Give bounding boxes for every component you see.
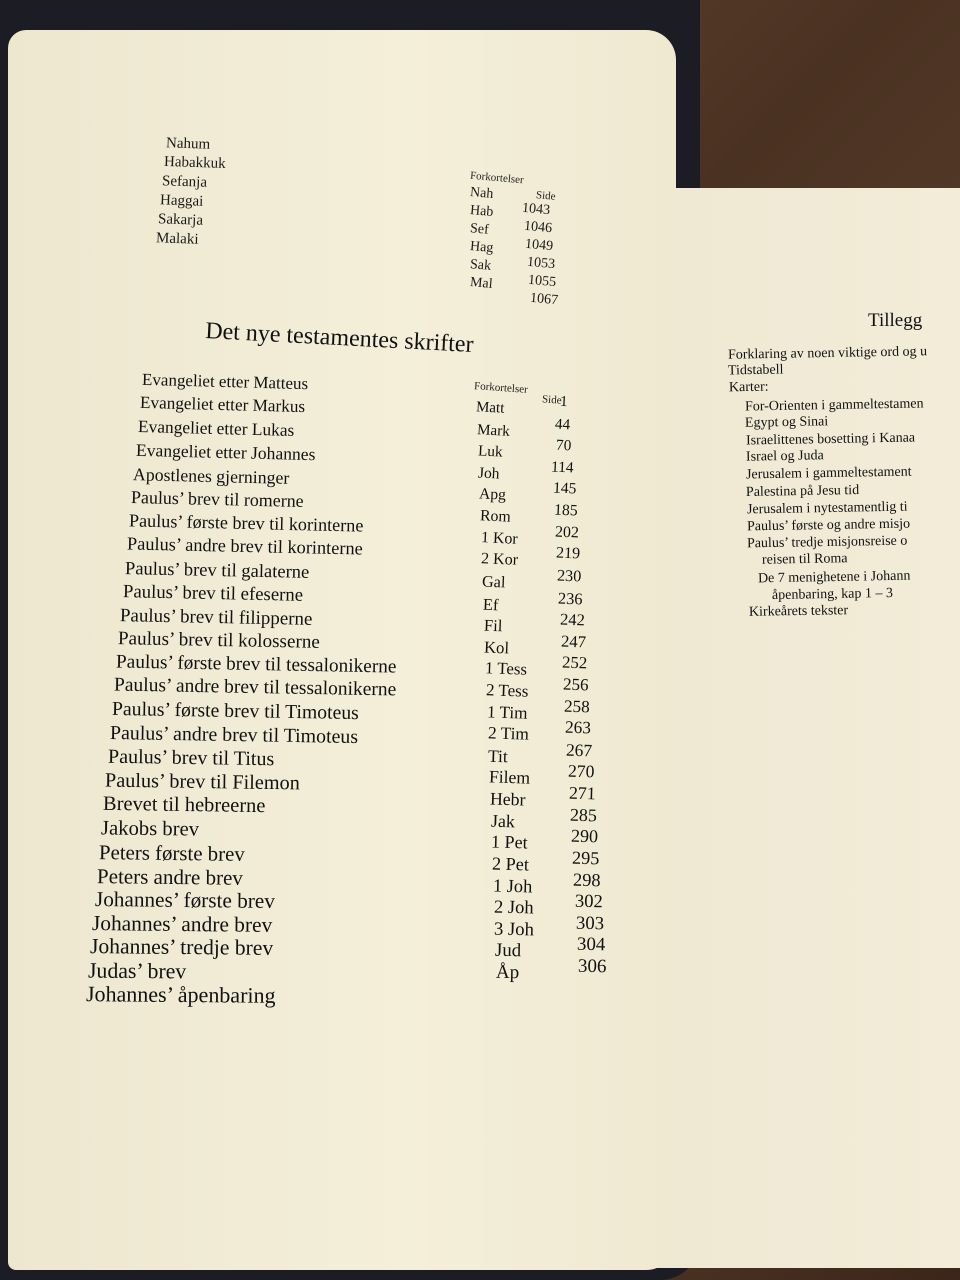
nt-book-page: 263	[565, 717, 592, 738]
ot-book-name: Malaki	[155, 230, 199, 248]
nt-book-page: 230	[556, 566, 582, 586]
ot-book-abbr: Nah	[469, 185, 494, 202]
nt-book-abbr: 3 Joh	[494, 918, 535, 941]
appendix-item: Egypt og Sinai	[745, 414, 829, 431]
nt-page-header: Side	[541, 393, 562, 407]
nt-book-name: Johannes’ første brev	[94, 887, 275, 914]
nt-book-page: 295	[571, 847, 600, 869]
nt-book-page: 114	[551, 458, 575, 477]
ot-book-page: 1049	[524, 236, 554, 255]
nt-book-name: Paulus’ brev til galaterne	[124, 557, 310, 583]
nt-book-page: 285	[569, 804, 598, 826]
appendix-item: Tidstabell	[728, 362, 784, 379]
nt-book-page: 306	[577, 955, 607, 978]
nt-book-page: 185	[553, 501, 578, 520]
nt-book-page: 1	[559, 393, 568, 411]
nt-book-name: Paulus’ brev til Filemon	[105, 769, 301, 795]
nt-book-abbr: 1 Tim	[486, 701, 528, 723]
nt-book-abbr: Ef	[482, 594, 499, 614]
nt-book-page: 247	[560, 631, 587, 652]
appendix-item: Paulus’ første og andre misjo	[746, 516, 911, 535]
nt-section-title: Det nye testamentes skrifter	[204, 318, 475, 359]
nt-book-name: Paulus’ brev til filipperne	[120, 604, 313, 630]
nt-book-name: Paulus’ andre brev til tessalonikerne	[113, 674, 397, 701]
nt-book-page: 258	[563, 696, 591, 717]
appendix-item: Jerusalem i nytestamentlig ti	[746, 499, 908, 518]
nt-book-name: Apostlenes gjerninger	[133, 464, 290, 488]
appendix-item: For-Orienten i gammeltestamen	[744, 396, 924, 415]
nt-book-page: 256	[562, 674, 589, 695]
nt-book-abbr: Tit	[488, 745, 509, 767]
nt-book-name: Evangeliet etter Matteus	[141, 369, 309, 394]
nt-book-abbr: 2 Tess	[485, 680, 529, 701]
nt-book-page: 44	[554, 415, 571, 433]
nt-book-abbr: Matt	[475, 399, 505, 417]
nt-book-name: Johannes’ andre brev	[92, 910, 273, 937]
nt-book-abbr: Jak	[490, 810, 515, 832]
nt-book-name: Evangeliet etter Lukas	[137, 416, 295, 440]
nt-book-abbr: 1 Kor	[480, 528, 518, 548]
nt-book-abbr: 2 Pet	[491, 853, 530, 875]
nt-book-name: Paulus’ andre brev til Timoteus	[109, 721, 358, 748]
nt-book-abbr: Gal	[481, 572, 506, 592]
ot-book-abbr: Hag	[469, 239, 494, 256]
nt-book-name: Paulus’ brev til romerne	[131, 487, 305, 512]
appendix-title: Tillegg	[868, 310, 923, 331]
nt-book-page: 271	[568, 782, 596, 804]
nt-book-page: 267	[566, 739, 593, 761]
nt-book-abbr: Joh	[477, 464, 501, 483]
appendix-item: De 7 menighetene i Johann	[757, 568, 911, 586]
nt-book-page: 219	[555, 544, 581, 563]
nt-book-page: 252	[561, 652, 588, 673]
nt-book-name: Johannes’ åpenbaring	[85, 981, 276, 1008]
nt-book-name: Paulus’ brev til kolosserne	[118, 628, 321, 653]
nt-book-abbr: Luk	[477, 442, 503, 461]
nt-abbr-header: Forkortelser	[473, 380, 529, 396]
ot-book-abbr: Sak	[469, 257, 492, 274]
appendix-item: Karter:	[728, 380, 769, 396]
nt-book-abbr: 2 Kor	[481, 550, 519, 570]
nt-book-name: Evangeliet etter Markus	[139, 393, 306, 417]
appendix-item: Israelittenes bosetting i Kanaa	[745, 430, 915, 449]
nt-book-name: Paulus’ brev til Titus	[107, 746, 274, 771]
nt-book-page: 302	[574, 890, 603, 913]
ot-book-page: 1043	[521, 200, 551, 219]
nt-book-abbr: Jud	[495, 940, 522, 962]
ot-book-page: 1055	[527, 272, 557, 291]
appendix-item: Kirkeårets tekster	[748, 603, 848, 620]
nt-book-abbr: 1 Tess	[484, 658, 528, 680]
ot-book-name: Sefanja	[161, 173, 208, 191]
nt-book-name: Paulus’ andre brev til korinterne	[126, 533, 363, 559]
nt-book-abbr: 2 Joh	[493, 896, 534, 919]
nt-book-name: Judas’ brev	[88, 958, 187, 983]
nt-book-name: Paulus’ første brev til tessalonikerne	[115, 650, 397, 678]
nt-book-abbr: Hebr	[489, 788, 526, 810]
nt-book-name: Peters andre brev	[96, 863, 243, 890]
ot-book-page: 1046	[522, 218, 553, 237]
nt-book-page: 290	[570, 825, 599, 847]
nt-book-name: Johannes’ tredje brev	[90, 934, 274, 960]
ot-book-abbr: Mal	[469, 275, 494, 292]
nt-book-page: 236	[558, 588, 584, 609]
nt-book-abbr: Fil	[483, 615, 503, 636]
appendix-item: Forklaring av noen viktige ord og u	[727, 344, 928, 363]
appendix-item: Paulus’ tredje misjonsreise o	[747, 533, 908, 552]
ot-book-name: Haggai	[159, 192, 204, 210]
nt-book-name: Evangeliet etter Johannes	[135, 440, 316, 465]
nt-book-abbr: 2 Tim	[487, 723, 529, 744]
nt-book-name: Brevet til hebreerne	[103, 793, 266, 818]
nt-book-page: 270	[567, 761, 595, 782]
nt-book-abbr: 1 Pet	[491, 831, 529, 853]
appendix-item: Jerusalem i gammeltestament	[745, 464, 912, 483]
nt-book-name: Paulus’ første brev til korinterne	[128, 510, 364, 536]
appendix-item: Palestina på Jesu tid	[746, 482, 860, 500]
ot-book-name: Habakkuk	[163, 153, 226, 173]
nt-book-name: Peters første brev	[98, 840, 245, 867]
ot-page-header: Side	[535, 189, 557, 203]
nt-book-page: 304	[576, 934, 606, 956]
nt-book-abbr: Mark	[476, 420, 511, 440]
nt-book-abbr: 1 Joh	[492, 875, 533, 896]
nt-book-page: 202	[554, 523, 580, 542]
appendix-item: Israel og Juda	[745, 448, 824, 465]
ot-book-name: Sakarja	[157, 211, 204, 229]
nt-book-abbr: Filem	[488, 766, 531, 789]
nt-book-name: Paulus’ brev til efeserne	[122, 581, 303, 606]
nt-book-page: 298	[573, 869, 602, 890]
ot-book-page: 1067	[528, 290, 559, 309]
nt-book-page: 242	[559, 609, 585, 630]
ot-abbr-header: Forkortelser	[469, 169, 525, 187]
appendix-item: åpenbaring, kap 1 – 3	[772, 585, 894, 603]
nt-book-abbr: Rom	[479, 507, 511, 526]
ot-book-name: Nahum	[165, 135, 211, 153]
nt-book-abbr: Åp	[495, 961, 520, 984]
ot-book-abbr: Sef	[469, 221, 490, 238]
ot-book-abbr: Hab	[469, 203, 494, 220]
nt-book-name: Paulus’ første brev til Timoteus	[111, 698, 359, 725]
nt-book-abbr: Kol	[484, 637, 510, 658]
nt-book-abbr: Apg	[478, 485, 507, 505]
nt-book-page: 303	[575, 912, 604, 935]
ot-book-page: 1053	[525, 254, 556, 273]
nt-book-name: Jakobs brev	[100, 817, 200, 841]
appendix-item: reisen til Roma	[761, 551, 848, 569]
nt-book-page: 145	[552, 479, 577, 498]
nt-book-page: 70	[555, 436, 573, 455]
